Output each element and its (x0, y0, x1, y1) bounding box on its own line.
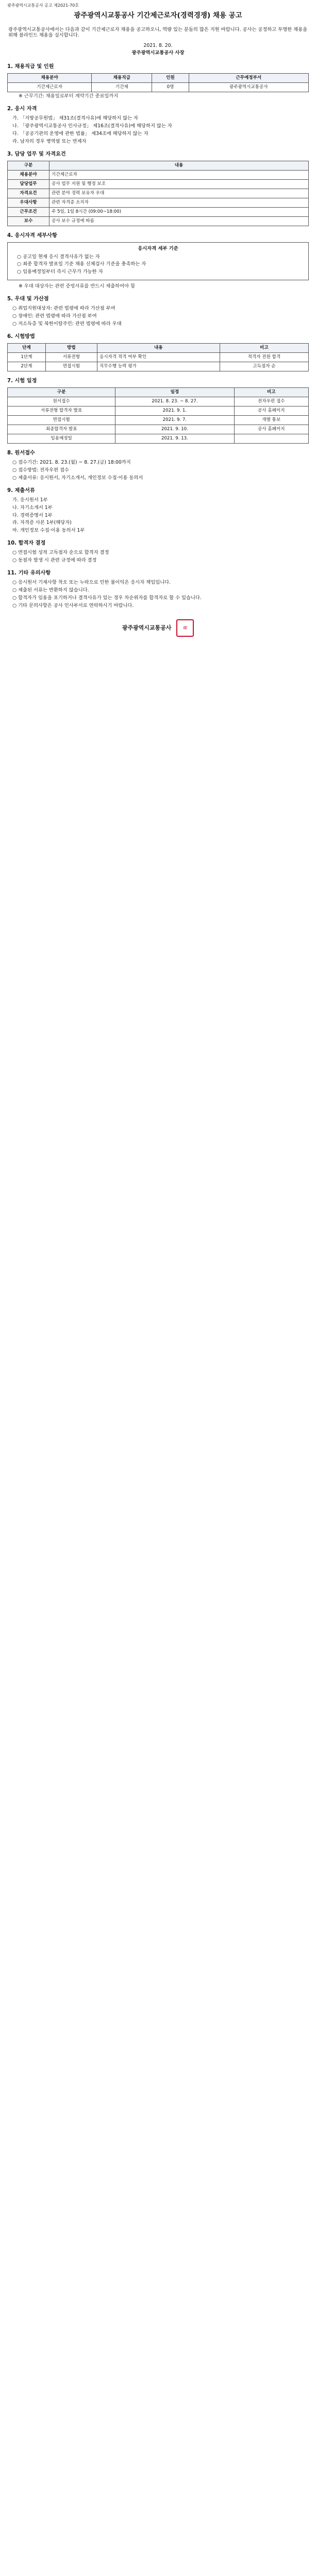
table-header: 구분 (8, 387, 115, 397)
announcement-number: 광주광역시교통공사 공고 제2021-70호 (7, 3, 79, 8)
table-cell: 임용예정일 (8, 434, 115, 443)
table-cell: 전자우편 접수 (234, 397, 308, 406)
table-cell: 채용분야 (8, 170, 49, 179)
schedule-table (7, 387, 309, 444)
list-item: ○ 면접시험 성적 고득점자 순으로 합격자 결정 (12, 550, 109, 556)
table-cell: 공사 업무 지원 및 행정 보조 (49, 179, 309, 189)
list-item: ○ 최종 합격자 발표일 기준 채용 신체검사 기준을 충족하는 자 (17, 261, 146, 267)
table-row (8, 189, 309, 198)
list-item: ○ 제출서류: 응시원서, 자기소개서, 개인정보 수집·이용 동의서 (12, 474, 143, 481)
table-header: 인원 (152, 74, 189, 83)
table-cell: 고득점자 순 (220, 362, 308, 371)
section-6-heading: 6. 시험방법 (7, 333, 35, 340)
exam-method-table (7, 343, 309, 371)
list-item: ○ 합격자가 임용을 포기하거나 결격사유가 있는 경우 차순위자를 합격자로 할 수 있습니다. (12, 595, 202, 601)
section-1-note: ※ 근무기간: 채용일로부터 계약기간 종료일까지 (19, 93, 119, 99)
table-cell: 개별 통보 (234, 415, 308, 425)
section-8-heading: 8. 원서접수 (7, 450, 35, 456)
table-row (8, 362, 309, 371)
list-item: 다. 경력증명서 1부 (12, 512, 53, 518)
table-row (8, 352, 309, 362)
list-item: ○ 임용예정일부터 즉시 근무가 가능한 자 (17, 269, 103, 275)
table-header: 단계 (8, 343, 46, 352)
section-3-heading: 3. 담당 업무 및 자격요건 (7, 151, 66, 157)
table-header: 채용분야 (8, 74, 92, 83)
table-cell: 광주광역시교통공사 (189, 83, 308, 92)
table-cell: 0명 (152, 83, 189, 92)
table-cell: 공사 보수 규정에 따름 (49, 216, 309, 226)
table-cell: 2021. 8. 23. ~ 8. 27. (115, 397, 234, 406)
table-cell: 담당업무 (8, 179, 49, 189)
table-cell: 공사 홈페이지 (234, 406, 308, 415)
box-title: 응시자격 세부 기준 (138, 245, 178, 251)
list-item: ○ 공고일 현재 응시 결격사유가 없는 자 (17, 253, 100, 260)
table-cell: 자격요건 (8, 189, 49, 198)
table-row (8, 415, 309, 425)
table-row (8, 216, 309, 226)
table-cell: 최종합격자 발표 (8, 425, 115, 434)
list-item: ○ 동점자 발생 시 관련 규정에 따라 결정 (12, 557, 97, 564)
list-item: ○ 응시원서 기재사항 착오 또는 누락으로 인한 불이익은 응시자 책임입니다. (12, 580, 171, 586)
table-cell: 기간제근로자 (49, 170, 309, 179)
list-item: 라. 남자의 경우 병역필 또는 면제자 (12, 138, 87, 144)
table-cell: 공사 홈페이지 (234, 425, 308, 434)
intro-paragraph: 광주광역시교통공사에서는 다음과 같이 기간제근로자 채용을 공고하오니, 역량 있는 분들의 많은 지원 바랍니다. 공사는 공정하고 투명한 채용을 위해 블라인드 채용을 실시합니다. (8, 26, 308, 39)
table-header: 근무예정부서 (189, 74, 308, 83)
table-cell: 2021. 9. 10. (115, 425, 234, 434)
table-header: 내용 (97, 343, 220, 352)
table-header: 방법 (45, 343, 97, 352)
table-cell: 기간제근로자 (8, 83, 92, 92)
footer-org-label: 광주광역시교통공사 (122, 624, 172, 631)
seal-icon: 印 (176, 619, 194, 637)
table-cell: 2단계 (8, 362, 46, 371)
section-4-note: ※ 우대 대상자는 관련 증빙서류를 반드시 제출하여야 함 (19, 283, 136, 290)
table-row (8, 207, 309, 216)
table-header: 비고 (220, 343, 308, 352)
list-item: 가. 응시원서 1부 (12, 497, 48, 503)
table-cell: 서류전형 (45, 352, 97, 362)
table-cell: 면접시험 (45, 362, 97, 371)
table-row (8, 170, 309, 179)
table-header: 채용직급 (92, 74, 152, 83)
section-2-heading: 2. 응시 자격 (7, 106, 37, 112)
list-item: ○ 제출된 서류는 반환하지 않습니다. (12, 587, 89, 593)
table-cell: 기간제 (92, 83, 152, 92)
table-cell: 응시자격 적격 여부 확인 (97, 352, 220, 362)
table-cell: 직무수행 능력 평가 (97, 362, 220, 371)
issuing-org: 광주광역시교통공사 사장 (131, 50, 185, 56)
table-cell: 근무조건 (8, 207, 49, 216)
list-item: ○ 기타 문의사항은 공사 인사부서로 연락하시기 바랍니다. (12, 602, 134, 608)
table-cell: 서류전형 합격자 발표 (8, 406, 115, 415)
section-10-heading: 10. 합격자 결정 (7, 540, 46, 547)
table-cell: 1단계 (8, 352, 46, 362)
list-item: 나. 자기소개서 1부 (12, 504, 53, 511)
announcement-date: 2021. 8. 20. (143, 43, 173, 49)
table-row (8, 397, 309, 406)
list-item: 다. 「공공기관의 운영에 관한 법률」 제34조에 해당하지 않는 자 (12, 130, 148, 137)
table-row (8, 425, 309, 434)
list-item: ○ 취업지원대상자: 관련 법령에 따라 가산점 부여 (12, 306, 115, 312)
section-9-heading: 9. 제출서류 (7, 487, 35, 494)
page-title: 광주광역시교통공사 기간제근로자(경력경쟁) 채용 공고 (74, 11, 242, 20)
table-cell: 관련 분야 경력 보유자 우대 (49, 189, 309, 198)
list-item: 나. 「광주광역시교통공사 인사규정」 제16조(결격사유)에 해당하지 않는 자 (12, 123, 172, 129)
table-cell: 2021. 9. 13. (115, 434, 234, 443)
table-cell: 적격자 전원 합격 (220, 352, 308, 362)
section-11-heading: 11. 기타 유의사항 (7, 570, 51, 577)
table-row (8, 406, 309, 415)
section-4-heading: 4. 응시자격 세부사항 (7, 232, 57, 239)
section-1-heading: 1. 채용직급 및 인원 (7, 64, 54, 70)
table-row (8, 83, 309, 92)
section-7-heading: 7. 시험 일정 (7, 378, 37, 384)
qualification-box (7, 242, 309, 281)
footer-org (7, 619, 309, 637)
list-item: ○ 저소득층 및 북한이탈주민: 관련 법령에 따라 우대 (12, 320, 122, 327)
table-cell: 원서접수 (8, 397, 115, 406)
table-cell: 면접시험 (8, 415, 115, 425)
list-item: ○ 접수방법: 전자우편 접수 (12, 467, 69, 473)
table-header: 비고 (234, 387, 308, 397)
table-header: 내용 (49, 161, 309, 170)
table-cell: 보수 (8, 216, 49, 226)
duties-table (7, 161, 309, 226)
table-cell: 2021. 9. 1. (115, 406, 234, 415)
section-5-heading: 5. 우대 및 가산점 (7, 296, 49, 302)
table-row (8, 434, 309, 443)
table-row (8, 198, 309, 207)
list-item: ○ 장애인: 관련 법령에 따라 가산점 부여 (12, 313, 97, 319)
list-item: ○ 접수기간: 2021. 8. 23.(월) ~ 8. 27.(금) 18:00까지 (12, 460, 131, 466)
table-cell (234, 434, 308, 443)
table-header: 구분 (8, 161, 49, 170)
list-item: 가. 「지방공무원법」 제31조(결격사유)에 해당하지 않는 자 (12, 115, 139, 122)
hiring-table (7, 73, 309, 92)
table-cell: 우대사항 (8, 198, 49, 207)
list-item: 라. 자격증 사본 1부(해당자) (12, 520, 72, 526)
table-row (8, 179, 309, 189)
table-cell: 2021. 9. 7. (115, 415, 234, 425)
list-item: 마. 개인정보 수집·이용 동의서 1부 (12, 528, 85, 534)
table-header: 일정 (115, 387, 234, 397)
table-cell: 관련 자격증 소지자 (49, 198, 309, 207)
table-cell: 주 5일, 1일 8시간 (09:00~18:00) (49, 207, 309, 216)
